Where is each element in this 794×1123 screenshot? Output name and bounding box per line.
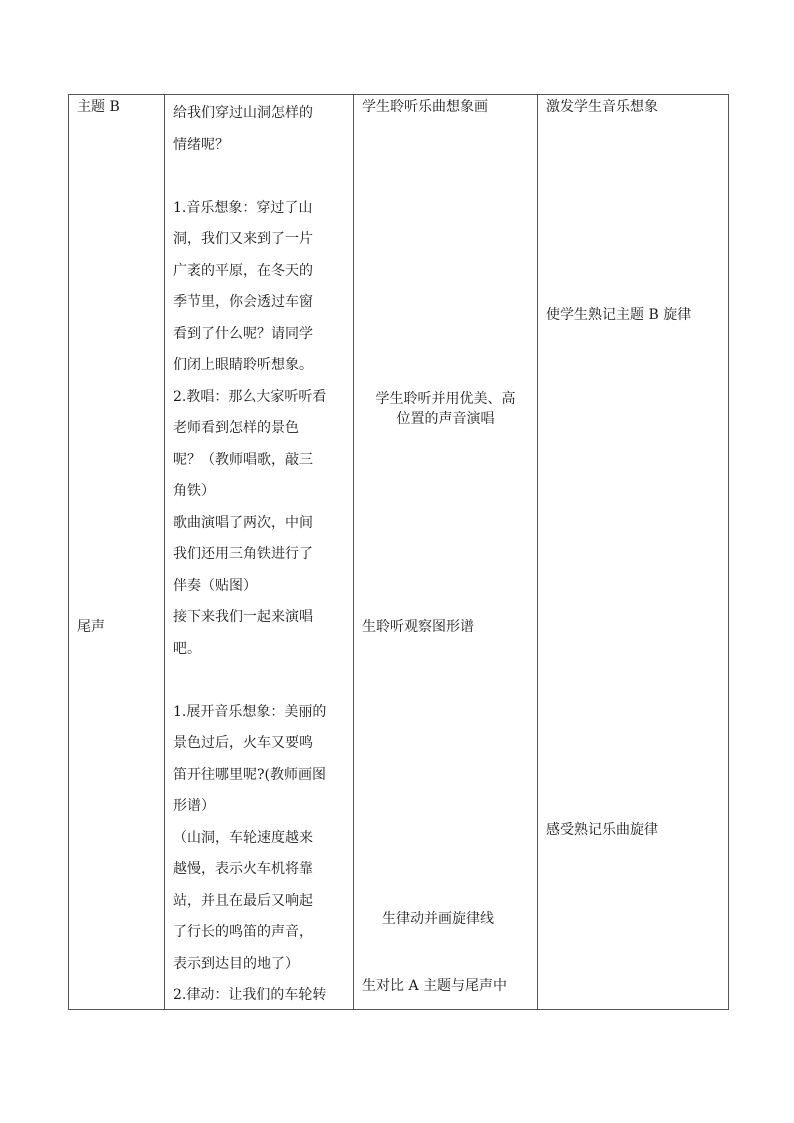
teacher-activity-line: 景色过后，火车又要鸣	[173, 735, 313, 751]
lesson-plan-table	[68, 94, 729, 1010]
teacher-activity-line: 1.展开音乐想象：美丽的	[173, 703, 327, 720]
teacher-activity-line: 了行长的鸣笛的声音，	[173, 924, 313, 940]
teacher-activity-line: 1.音乐想象：穿过了山	[173, 199, 313, 216]
student-activity-4: 生律动并画旋律线	[382, 911, 494, 927]
teacher-activity-line: 看到了什么呢？请同学	[173, 325, 313, 342]
design-intent-1: 激发学生音乐想象	[546, 99, 658, 115]
teacher-activity-line: 表示到达目的地了）	[173, 955, 299, 972]
teacher-activity-line: 洞，我们又来到了一片	[173, 231, 313, 247]
teacher-activity-line: 广袤的平原，在冬天的	[173, 262, 313, 279]
teacher-activity-line: 2.教唱：那么大家听听看	[173, 388, 327, 405]
design-intent-2: 使学生熟记主题 B 旋律	[546, 307, 692, 323]
student-activity-5: 生对比 A 主题与尾声中	[362, 978, 508, 994]
section-label-theme-b: 主题 B	[77, 99, 120, 115]
teacher-activity-column	[165, 95, 354, 1010]
teacher-activity-line	[173, 665, 349, 697]
teacher-activity-line: 形谱）	[173, 798, 215, 814]
teacher-activity-line: 笛开往哪里呢?(教师画图	[173, 766, 326, 783]
teacher-activity-line: 角铁）	[173, 483, 215, 499]
teacher-activity-line: 们闭上眼睛聆听想象。	[173, 357, 313, 373]
teacher-activity-line: 呢？（教师唱歌，敲三	[173, 451, 313, 468]
teacher-activity-line: 季节里，你会透过车窗	[173, 294, 313, 310]
teacher-activity-line	[173, 161, 349, 193]
section-label-coda: 尾声	[77, 619, 105, 635]
student-activity-2-line2: 位置的声音演唱	[396, 411, 495, 427]
table-row	[69, 95, 729, 1010]
teacher-activity-line: 老师看到怎样的景色	[173, 420, 299, 436]
teacher-activity-line: 吧。	[173, 640, 201, 657]
teacher-activity-line: 我们还用三角铁进行了	[173, 546, 313, 562]
teacher-activity-line: （山洞，车轮速度越来	[173, 829, 313, 846]
student-activity-2-line1: 学生聆听并用优美、高	[375, 391, 516, 407]
teacher-activity-line: 歌曲演唱了两次，中间	[173, 514, 313, 531]
teacher-activity-line: 给我们穿过山洞怎样的	[173, 105, 313, 121]
teacher-activity-line: 站，并且在最后又响起	[173, 892, 313, 909]
student-activity-3: 生聆听观察图形谱	[362, 619, 474, 635]
design-intent-3: 感受熟记乐曲旋律	[546, 822, 658, 838]
design-intent-column	[538, 95, 729, 1010]
teacher-activity-line: 伴奏（贴图）	[173, 577, 257, 594]
section-column	[69, 95, 165, 1010]
teacher-activity-line: 2.律动：让我们的车轮转	[173, 987, 327, 1003]
teacher-activity-line: 越慢，表示火车机将靠	[173, 861, 313, 877]
student-activity-1: 学生聆听乐曲想象画	[362, 99, 488, 115]
student-activity-column	[354, 95, 538, 1010]
teacher-activity-line: 情绪呢？	[173, 136, 229, 153]
teacher-activity-text	[173, 98, 349, 1012]
teacher-activity-line: 接下来我们一起来演唱	[173, 609, 313, 625]
